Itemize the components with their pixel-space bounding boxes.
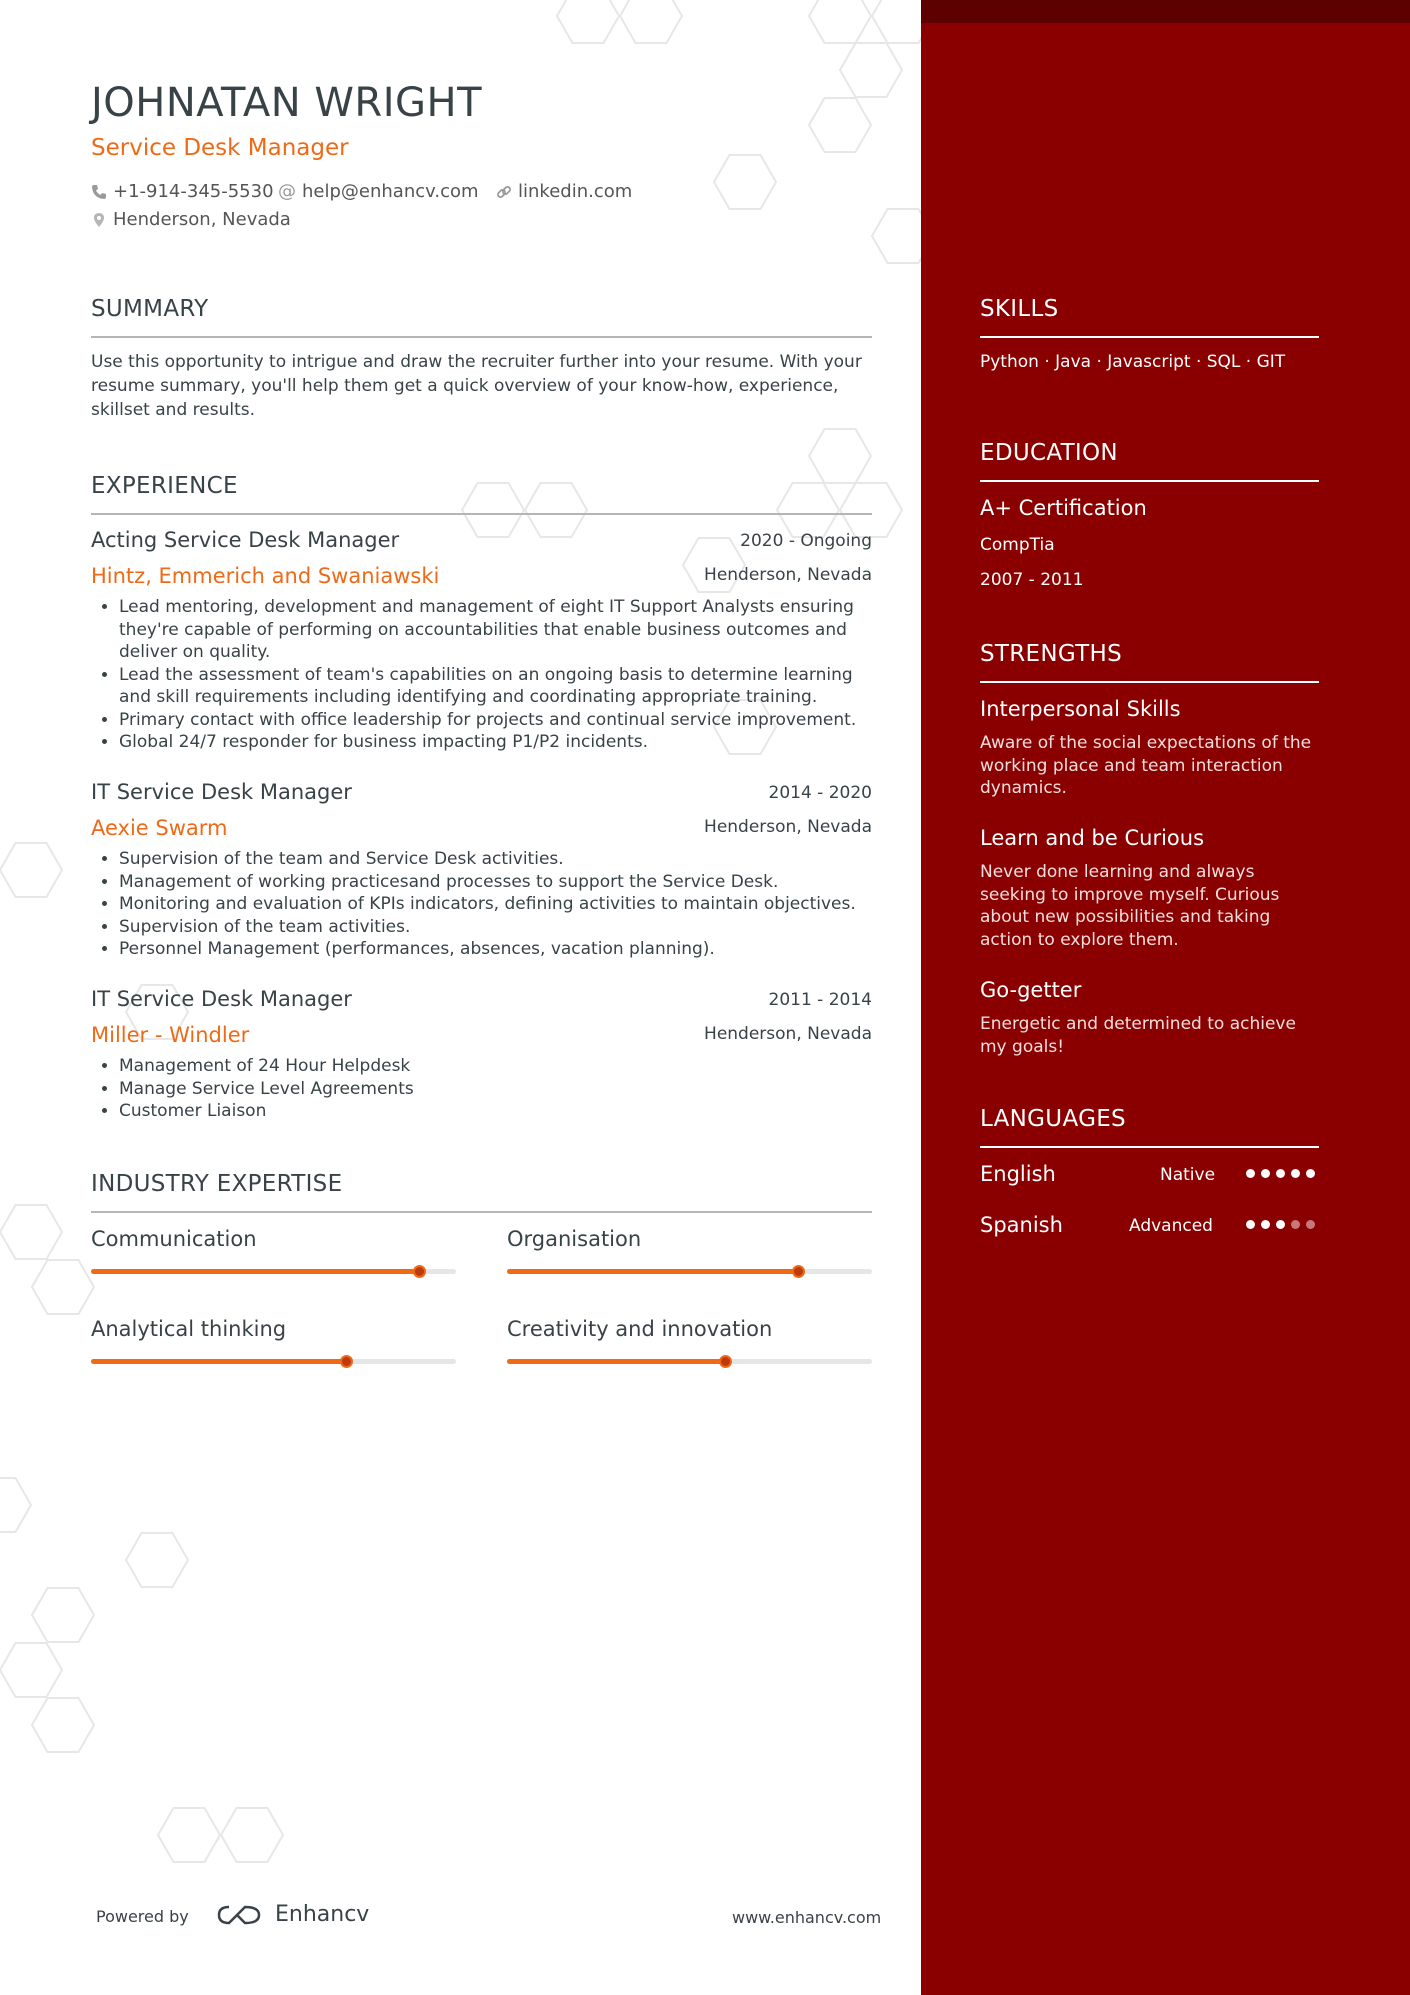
- skills-title: SKILLS: [980, 296, 1059, 322]
- language-level: Advanced: [1129, 1216, 1213, 1236]
- strength-description: Never done learning and always seeking to improve myself. Curious about new possibilities and taking action to explore them.: [980, 862, 1280, 950]
- link-icon: [496, 184, 512, 200]
- job-title: IT Service Desk Manager: [91, 987, 352, 1011]
- job-dates: 2014 - 2020: [768, 783, 872, 803]
- proficiency-dot: [1276, 1220, 1285, 1229]
- expertise-bar-fill: [91, 1269, 420, 1274]
- job-bullet: • Management of working practicesand processes to support the Service Desk.: [119, 871, 872, 894]
- job-bullets: [91, 1055, 872, 1123]
- strength-name: Learn and be Curious: [980, 826, 1205, 850]
- summary-text: Use this opportunity to intrigue and draw the recruiter further into your resume. With your resume summary, you'll help them get a quick overview of your know-how, experience, skillset and results.: [91, 352, 862, 420]
- footer-website[interactable]: www.enhancv.com: [732, 1908, 882, 1927]
- job-company: Miller - Windler: [91, 1023, 250, 1047]
- expertise-bar-fill: [507, 1269, 799, 1274]
- expertise-label: Analytical thinking: [91, 1317, 287, 1341]
- expertise-title: INDUSTRY EXPERTISE: [91, 1171, 343, 1197]
- language-dots: [1246, 1169, 1315, 1178]
- education-divider: [980, 480, 1319, 482]
- expertise-bar-knob: [340, 1355, 353, 1368]
- powered-by-label: Powered by: [96, 1907, 189, 1926]
- job-bullets: [91, 848, 872, 961]
- enhancv-logo-icon: [215, 1903, 263, 1927]
- job-location: Henderson, Nevada: [704, 565, 872, 585]
- strength-name: Go-getter: [980, 978, 1082, 1002]
- strengths-divider: [980, 681, 1319, 683]
- expertise-bar: [507, 1359, 872, 1364]
- candidate-name: JOHNATAN WRIGHT: [91, 80, 483, 126]
- enhancv-logo[interactable]: [215, 1902, 369, 1927]
- expertise-label: Organisation: [507, 1227, 642, 1251]
- education-title: EDUCATION: [980, 440, 1118, 466]
- proficiency-dot: [1246, 1169, 1255, 1178]
- skills-divider: [980, 336, 1319, 338]
- sidebar-top-strip: [921, 0, 1410, 23]
- job-bullet: • Lead mentoring, development and management of eight IT Support Analysts ensuring they're capable of performing on accountabilities that enable business outcomes and deliver on quality.: [119, 596, 872, 664]
- strength-description: Aware of the social expectations of the working place and team interaction dynamics.: [980, 733, 1312, 798]
- expertise-bar-knob: [413, 1265, 426, 1278]
- expertise-bar-knob: [719, 1355, 732, 1368]
- location-pin-icon: [91, 212, 107, 228]
- location-contact: [91, 209, 291, 230]
- strengths-title: STRENGTHS: [980, 641, 1123, 667]
- languages-title: LANGUAGES: [980, 1106, 1126, 1132]
- job-bullet: • Personnel Management (performances, absences, vacation planning).: [119, 938, 872, 961]
- language-dots: [1246, 1220, 1315, 1229]
- job-title: Acting Service Desk Manager: [91, 528, 400, 552]
- phone-number: +1-914-345-5530: [113, 181, 274, 202]
- proficiency-dot: [1246, 1220, 1255, 1229]
- proficiency-dot: [1291, 1169, 1300, 1178]
- linkedin-url: linkedin.com: [518, 181, 633, 202]
- email-address: help@enhancv.com: [302, 181, 479, 202]
- expertise-bar: [91, 1269, 456, 1274]
- job-bullet: • Management of 24 Hour Helpdesk: [119, 1055, 872, 1078]
- language-level: Native: [1160, 1165, 1216, 1185]
- job-company: Aexie Swarm: [91, 816, 228, 840]
- job-bullet: • Supervision of the team activities.: [119, 916, 872, 939]
- brand-name: Enhancv: [275, 1902, 370, 1927]
- proficiency-dot: [1276, 1169, 1285, 1178]
- expertise-label: Creativity and innovation: [507, 1317, 773, 1341]
- at-icon: @: [278, 181, 296, 202]
- job-bullets: [91, 596, 872, 754]
- expertise-bar: [507, 1269, 872, 1274]
- summary-title: SUMMARY: [91, 296, 209, 322]
- job-company: Hintz, Emmerich and Swaniawski: [91, 564, 440, 588]
- expertise-divider: [91, 1211, 872, 1213]
- linkedin-contact[interactable]: [496, 181, 632, 202]
- proficiency-dot: [1291, 1220, 1300, 1229]
- job-title: IT Service Desk Manager: [91, 780, 352, 804]
- job-dates: 2020 - Ongoing: [740, 531, 872, 551]
- strength-description: Energetic and determined to achieve my goals!: [980, 1014, 1296, 1057]
- experience-divider: [91, 513, 872, 515]
- job-bullet: • Manage Service Level Agreements: [119, 1078, 872, 1101]
- strength-name: Interpersonal Skills: [980, 697, 1181, 721]
- job-bullet: • Lead the assessment of team's capabilities on an ongoing basis to determine learning and skill requirements including identifying and coordinating appropriate training.: [119, 664, 872, 709]
- job-bullet: • Customer Liaison: [119, 1100, 872, 1123]
- job-bullet: • Supervision of the team and Service Desk activities.: [119, 848, 872, 871]
- proficiency-dot: [1306, 1220, 1315, 1229]
- job-role: Service Desk Manager: [91, 135, 349, 161]
- expertise-bar-fill: [507, 1359, 726, 1364]
- job-bullet: • Primary contact with office leadership for projects and continual service improvement.: [119, 709, 872, 732]
- education-dates: 2007 - 2011: [980, 570, 1084, 590]
- job-bullet: • Monitoring and evaluation of KPIs indicators, defining activities to maintain objectives.: [119, 893, 872, 916]
- phone-contact[interactable]: [91, 181, 274, 202]
- experience-title: EXPERIENCE: [91, 473, 238, 499]
- job-dates: 2011 - 2014: [768, 990, 872, 1010]
- languages-divider: [980, 1146, 1319, 1148]
- expertise-label: Communication: [91, 1227, 257, 1251]
- job-bullet: • Global 24/7 responder for business impacting P1/P2 incidents.: [119, 731, 872, 754]
- proficiency-dot: [1261, 1220, 1270, 1229]
- email-contact[interactable]: [278, 181, 479, 202]
- skills-list: Python · Java · Javascript · SQL · GIT: [980, 352, 1286, 372]
- summary-divider: [91, 336, 872, 338]
- proficiency-dot: [1261, 1169, 1270, 1178]
- expertise-bar-knob: [792, 1265, 805, 1278]
- job-location: Henderson, Nevada: [704, 817, 872, 837]
- education-school: CompTia: [980, 535, 1055, 555]
- phone-icon: [91, 184, 107, 200]
- language-name: English: [980, 1162, 1056, 1186]
- sidebar: [921, 0, 1410, 1995]
- location-text: Henderson, Nevada: [113, 209, 291, 230]
- language-name: Spanish: [980, 1213, 1063, 1237]
- expertise-bar-fill: [91, 1359, 347, 1364]
- education-degree: A+ Certification: [980, 496, 1147, 520]
- job-location: Henderson, Nevada: [704, 1024, 872, 1044]
- proficiency-dot: [1306, 1169, 1315, 1178]
- expertise-bar: [91, 1359, 456, 1364]
